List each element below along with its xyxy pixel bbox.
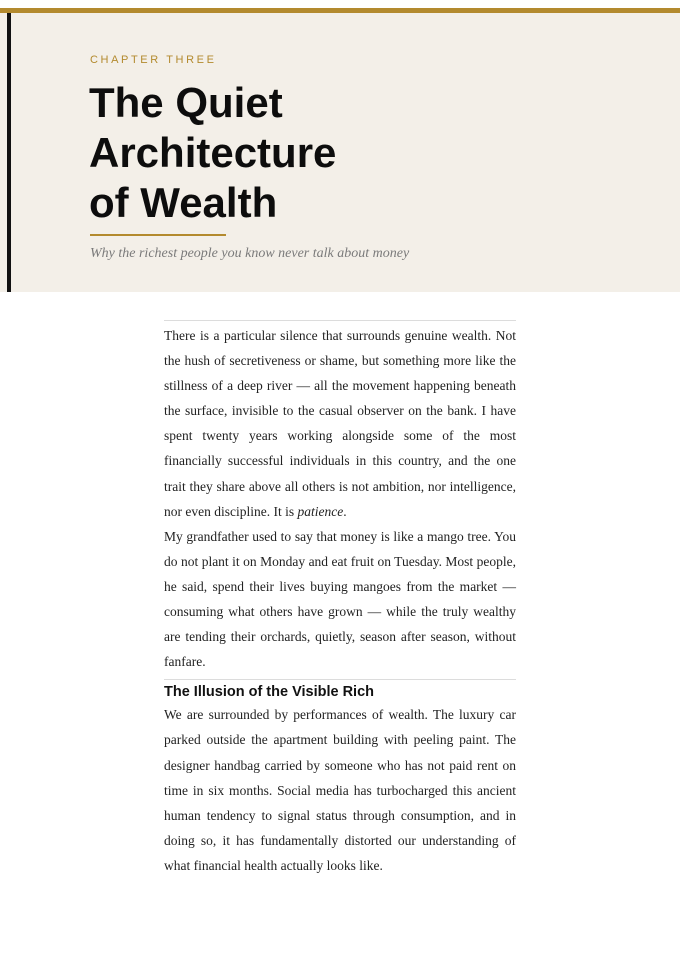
section-divider — [164, 320, 516, 321]
body-paragraph: My grandfather used to say that money is like a mango tree. You do not plant it on Monday and eat fruit on Tuesday. Most people, he said, spend their lives buying mangoes from the market — consuming what others have grown — while the truly wealthy are tending their orchards, quietly, season after season, without fanfare. — [164, 528, 516, 670]
emphasis-text: patience — [297, 503, 344, 519]
chapter-body — [164, 320, 516, 878]
paragraph-text: There is a particular silence that surrounds genuine wealth. Not the hush of secretiveness or shame, but something more like the stillness of a deep river — all the movement happening beneath the surface, invisible to the casual observer on the bank. I have spent twenty years working alongside some of the most financially successful individuals in this country, and the one trait they share above all others is not ambition, nor intelligence, nor even discipline. It is — [164, 328, 516, 519]
section-heading: The Illusion of the Visible Rich — [164, 684, 375, 701]
body-paragraph: We are surrounded by performances of wealth. The luxury car parked outside the apartment building with peeling paint. The designer handbag carried by someone who has not paid rent on time in six months. Social media has turbocharged this ancient human tendency to signal status through consumption, and in doing so, it has fundamentally distorted our understanding of what financial health actually looks like. — [164, 707, 516, 873]
body-paragraph — [164, 323, 516, 524]
paragraph-end: . — [343, 503, 347, 519]
chapter-label: CHAPTER THREE — [90, 54, 217, 66]
chapter-subtitle: Why the richest people you know never talk about money — [90, 246, 410, 261]
chapter-title: The Quiet Architecture of Wealth — [89, 79, 337, 226]
title-divider — [90, 234, 226, 236]
section-divider — [164, 679, 516, 680]
header-left-bar — [7, 13, 11, 292]
